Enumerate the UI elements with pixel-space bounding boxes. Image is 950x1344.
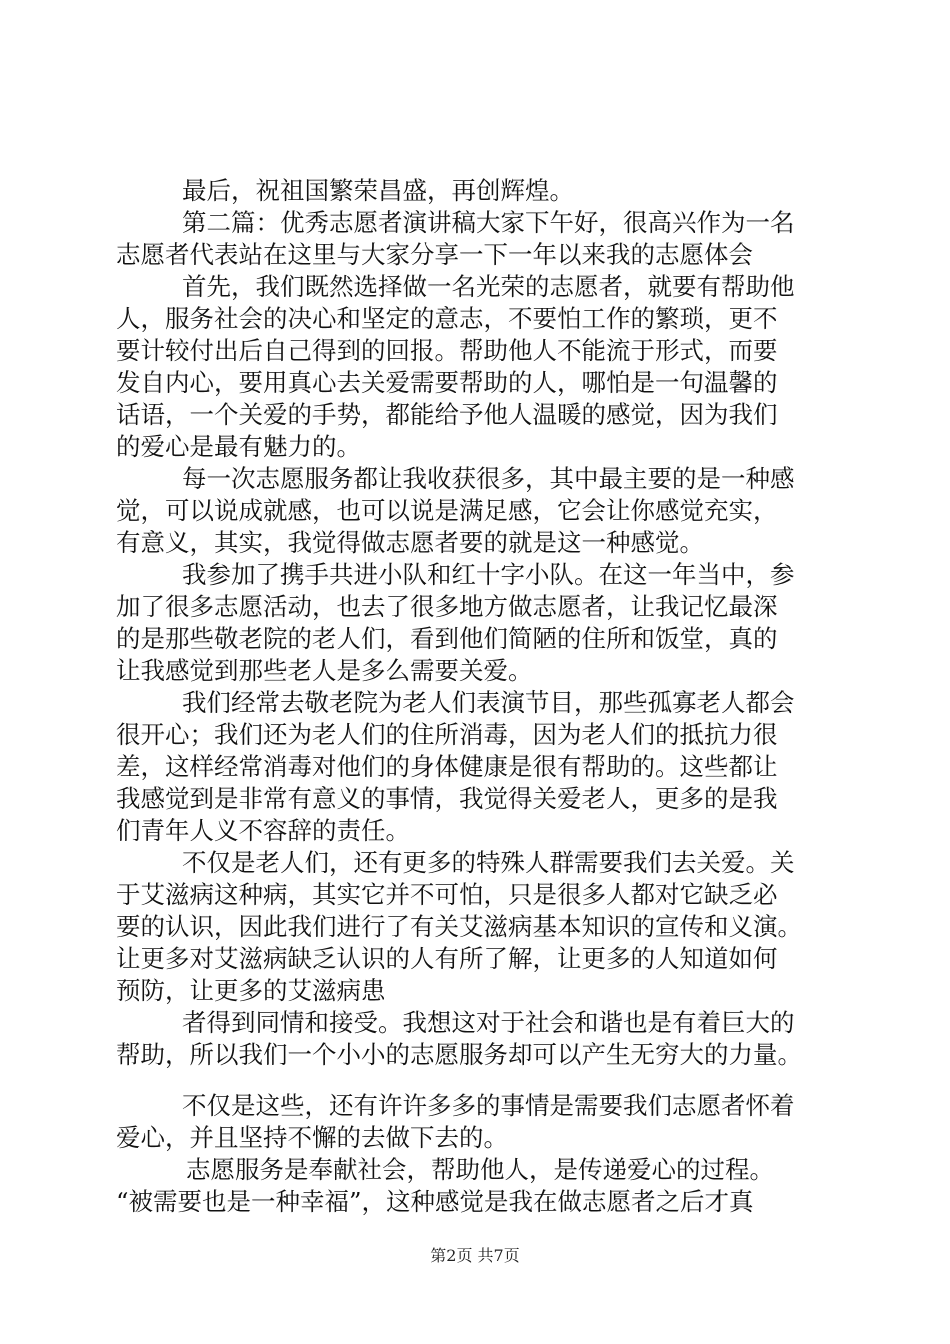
paragraph-line: 爱心，并且坚持不懈的去做下去的。	[116, 1123, 508, 1152]
paragraph-line: 预防，让更多的艾滋病患	[116, 976, 386, 1005]
paragraph-line: 我们经常去敬老院为老人们表演节目，那些孤寡老人都会	[182, 688, 795, 717]
paragraph-line: 我参加了携手共进小队和红十字小队。在这一年当中，参	[182, 560, 795, 589]
paragraph-line: 第二篇：优秀志愿者演讲稿大家下午好，很高兴作为一名	[182, 208, 795, 237]
paragraph-line: 人，服务社会的决心和坚定的意志，不要怕工作的繁琐，更不	[116, 304, 778, 333]
paragraph-line: 于艾滋病这种病，其实它并不可怕，只是很多人都对它缺乏必	[116, 880, 778, 909]
paragraph-line: 志愿服务是奉献社会，帮助他人，是传递爱心的过程。	[186, 1155, 774, 1184]
paragraph-line: 首先，我们既然选择做一名光荣的志愿者，就要有帮助他	[182, 272, 795, 301]
paragraph-line: 觉，可以说成就感，也可以说是满足感，它会让你感觉充实，	[116, 496, 778, 525]
paragraph-line: 每一次志愿服务都让我收获很多，其中最主要的是一种感	[182, 464, 795, 493]
paragraph-line: 要的认识，因此我们进行了有关艾滋病基本知识的宣传和义演。	[116, 912, 802, 941]
paragraph-line: 要计较付出后自己得到的回报。帮助他人不能流于形式，而要	[116, 336, 778, 365]
paragraph-line: 很开心；我们还为老人们的住所消毒，因为老人们的抵抗力很	[116, 720, 778, 749]
paragraph-line: 发自内心，要用真心去关爱需要帮助的人，哪怕是一句温馨的	[116, 368, 778, 397]
paragraph-line: 的爱心是最有魅力的。	[116, 432, 361, 461]
paragraph-line: 不仅是这些，还有许许多多的事情是需要我们志愿者怀着	[182, 1091, 795, 1120]
paragraph-line: 让我感觉到那些老人是多么需要关爱。	[116, 656, 533, 685]
paragraph-line: 不仅是老人们，还有更多的特殊人群需要我们去关爱。关	[182, 848, 795, 877]
paragraph-line: “被需要也是一种幸福”，这种感觉是我在做志愿者之后才真	[116, 1187, 754, 1216]
paragraph-line: 有意义，其实，我觉得做志愿者要的就是这一种感觉。	[116, 528, 704, 557]
page-footer: 第2页 共7页	[430, 1246, 520, 1265]
paragraph-line: 者得到同情和接受。我想这对于社会和谐也是有着巨大的	[182, 1008, 795, 1037]
paragraph-line: 话语，一个关爱的手势，都能给予他人温暖的感觉，因为我们	[116, 400, 778, 429]
paragraph-line: 志愿者代表站在这里与大家分享一下一年以来我的志愿体会	[116, 240, 753, 269]
paragraph-line: 们青年人义不容辞的责任。	[116, 816, 410, 845]
paragraph-line: 加了很多志愿活动，也去了很多地方做志愿者，让我记忆最深	[116, 592, 778, 621]
paragraph-line: 我感觉到是非常有意义的事情，我觉得关爱老人，更多的是我	[116, 784, 778, 813]
paragraph-line: 让更多对艾滋病缺乏认识的人有所了解，让更多的人知道如何	[116, 944, 778, 973]
paragraph-line: 帮助，所以我们一个小小的志愿服务却可以产生无穷大的力量。	[116, 1040, 802, 1069]
paragraph-line: 最后，祝祖国繁荣昌盛，再创辉煌。	[182, 176, 574, 205]
paragraph-line: 的是那些敬老院的老人们，看到他们简陋的住所和饭堂，真的	[116, 624, 778, 653]
paragraph-line: 差，这样经常消毒对他们的身体健康是很有帮助的。这些都让	[116, 752, 778, 781]
